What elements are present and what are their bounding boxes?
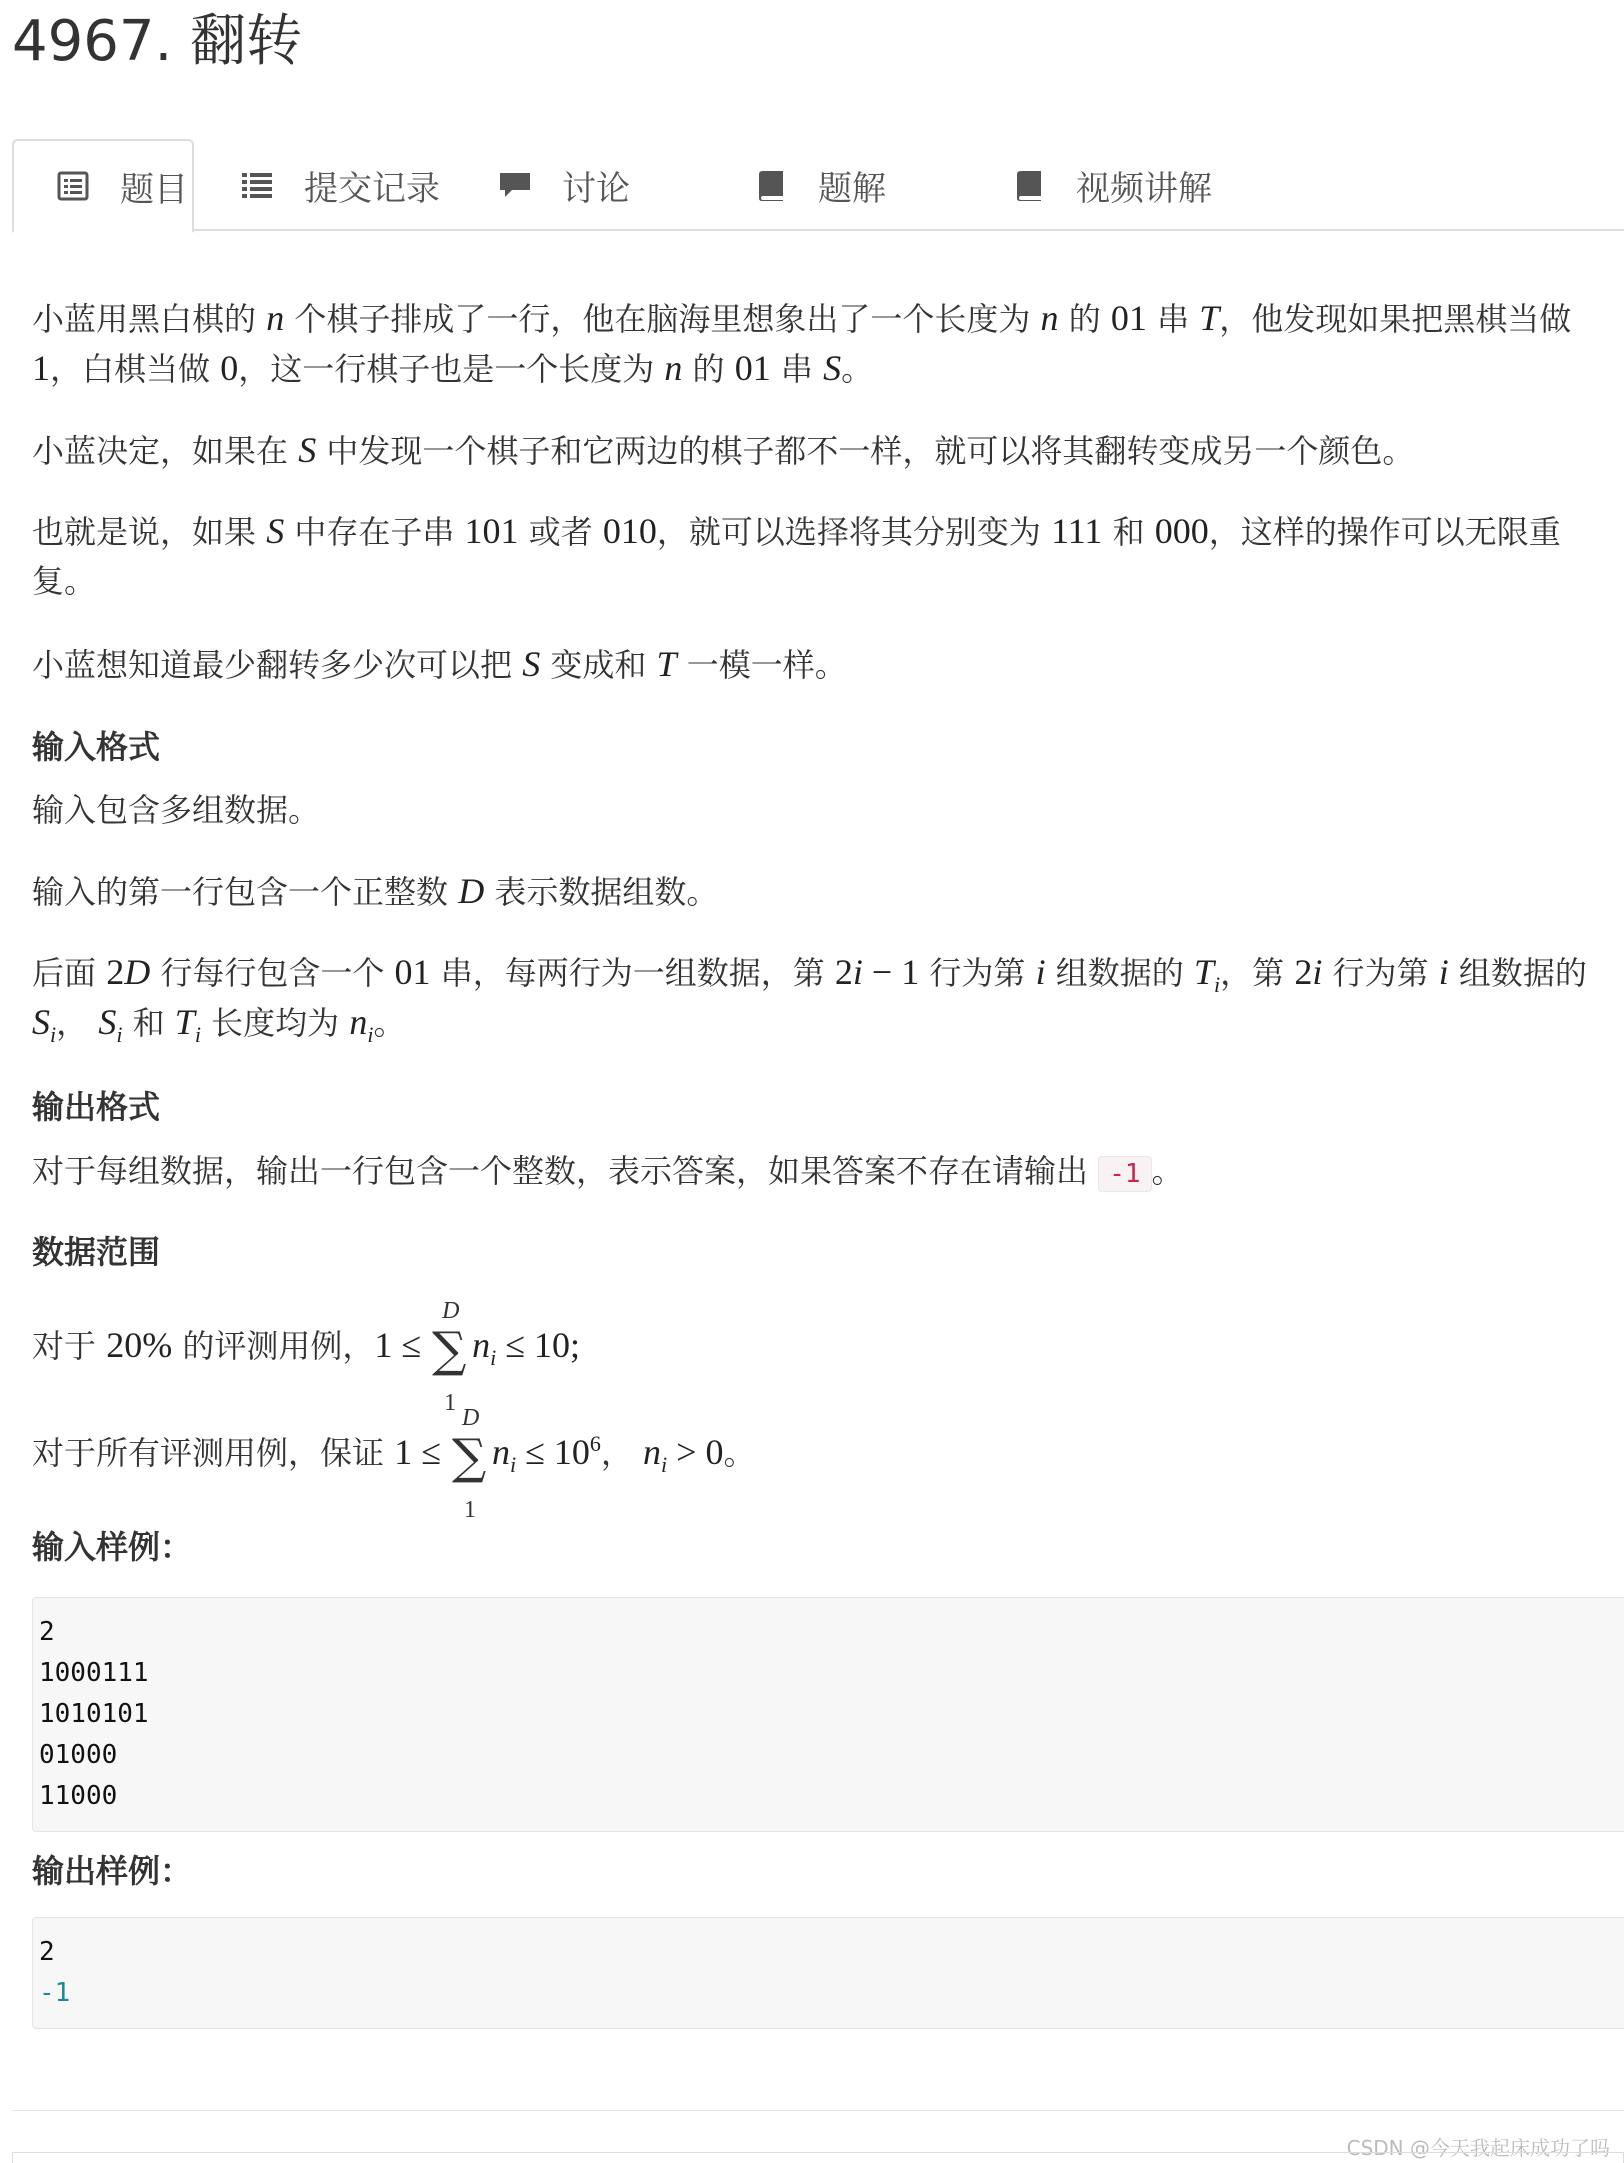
tab-label: 题解 <box>818 168 886 209</box>
list-icon <box>240 168 274 202</box>
statement-paragraph: 小蓝用黑白棋的 n 个棋子排成了一行，他在脑海里想象出了一个长度为 n 的 01 串 T，他发现如果把黑棋当做 <box>32 298 1572 338</box>
data-range-line: 对于所有评测用例，保证 1 ≤ ∑ D 1 $n_i \le 10^6$， $n_i > 0$。 <box>32 1405 756 1523</box>
input-format-paragraph: 输入的第一行包含一个正整数 D 表示数据组数。 <box>32 871 719 911</box>
code-line: 2 <box>39 1937 55 1967</box>
tab-submissions[interactable] <box>240 139 440 231</box>
sample-output-block <box>32 1917 1624 2029</box>
sample-input-heading: 输入样例： <box>32 1528 193 1566</box>
statement-paragraph: 小蓝决定，如果在 S 中发现一个棋子和它两边的棋子都不一样，就可以将其翻转变成另一个颜色。 <box>32 430 1415 470</box>
tab-problem[interactable] <box>12 139 194 233</box>
sample-input-block <box>32 1597 1624 1832</box>
tab-discussion[interactable] <box>498 139 630 231</box>
book-icon <box>1012 168 1046 202</box>
statement-paragraph: 也就是说，如果 S 中存在子串 101 或者 010，就可以选择将其分别变为 111 和 000，这样的操作可以无限重 <box>32 511 1561 551</box>
divider <box>12 2110 1624 2111</box>
tab-label: 题目 <box>120 169 188 210</box>
comment-icon <box>498 168 532 202</box>
book-icon <box>754 168 788 202</box>
summation: ∑ D 1 <box>432 1298 467 1416</box>
tab-label: 提交记录 <box>304 168 440 209</box>
input-format-paragraph: 后面 2D 行每行包含一个 01 串，每两行为一组数据，第 2i − 1 行为第 i 组数据的 $T_i$，第 2i 行为第 i 组数据的 <box>32 952 1587 998</box>
code-line: 11000 <box>39 1781 118 1811</box>
summation: ∑ D 1 <box>451 1405 487 1523</box>
problem-tabs <box>12 139 1624 231</box>
statement-paragraph: 复。 <box>32 562 97 600</box>
code-line: 1010101 <box>39 1699 149 1729</box>
bottom-panel-edge <box>12 2152 1624 2163</box>
code-line: -1 <box>39 1978 71 2008</box>
inline-code: -1 <box>1098 1156 1151 1192</box>
code-line: 1000111 <box>39 1658 149 1688</box>
page-title: 4967. 翻转 <box>12 9 303 74</box>
statement-paragraph: 小蓝想知道最少翻转多少次可以把 S 变成和 T 一模一样。 <box>32 644 847 684</box>
watermark: CSDN @今天我起床成功了吗 <box>1346 2136 1610 2160</box>
sample-output-heading: 输出样例： <box>32 1852 193 1890</box>
tab-solutions[interactable] <box>754 139 886 231</box>
data-range-line: 对于 20% 的评测用例，1 ≤ ∑ D 1 $n_i \le 10$; <box>32 1298 581 1416</box>
output-format-heading: 输出格式 <box>32 1088 161 1126</box>
data-range-heading: 数据范围 <box>32 1233 161 1271</box>
code-line: 2 <box>39 1617 55 1647</box>
list-alt-icon <box>56 169 90 203</box>
tab-label: 视频讲解 <box>1076 168 1212 209</box>
input-format-paragraph: $S_i$， $S_i$ 和 $T_i$ 长度均为 $n_i$。 <box>32 1002 406 1048</box>
input-format-paragraph: 输入包含多组数据。 <box>32 791 321 829</box>
code-line: 01000 <box>39 1740 118 1770</box>
output-format-paragraph: 对于每组数据，输出一行包含一个整数，表示答案，如果答案不存在请输出 -1 。 <box>32 1152 1184 1190</box>
statement-paragraph: 1，白棋当做 0，这一行棋子也是一个长度为 n 的 01 串 S。 <box>32 348 874 388</box>
tab-label: 讨论 <box>562 168 630 209</box>
input-format-heading: 输入格式 <box>32 728 161 766</box>
tab-video[interactable] <box>1012 139 1212 231</box>
